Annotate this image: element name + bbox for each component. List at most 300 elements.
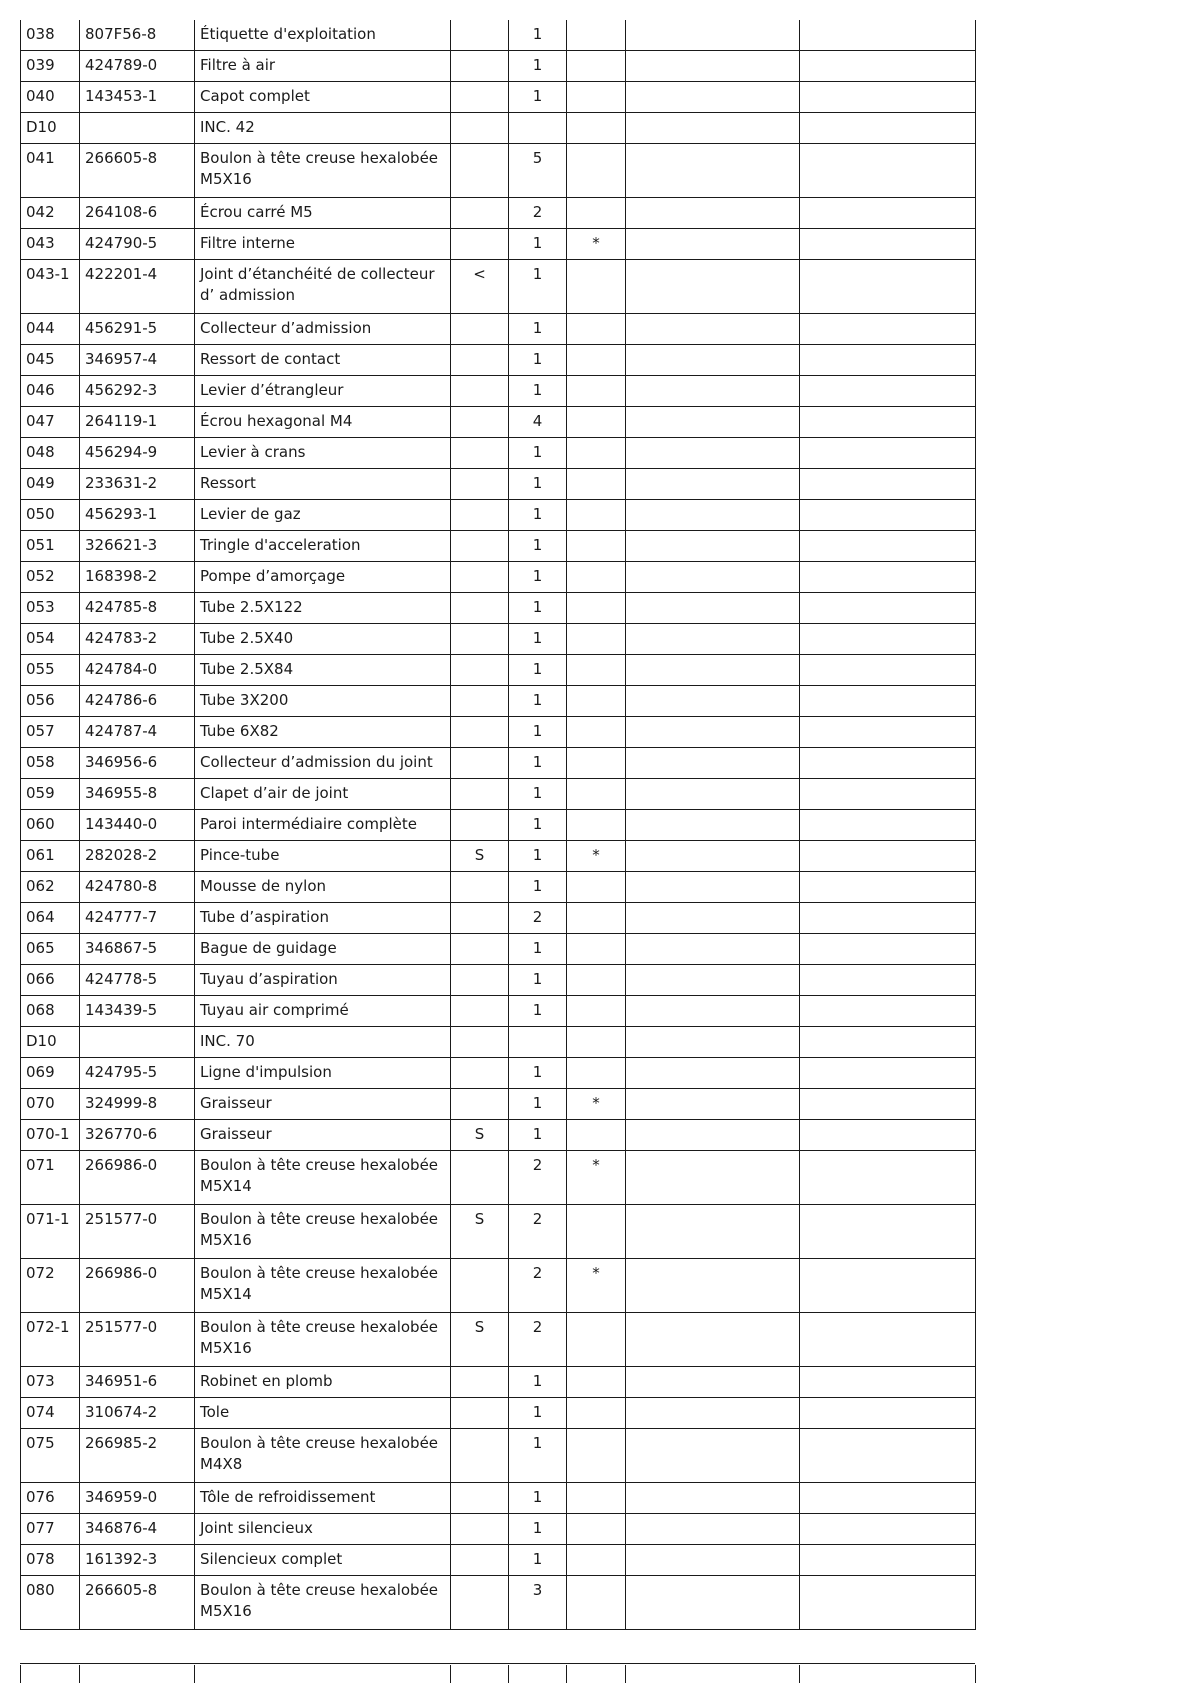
position-cell: 044 xyxy=(21,314,80,345)
description-cell: Tube d’aspiration xyxy=(195,903,451,934)
empty-cell xyxy=(626,144,800,198)
empty-cell xyxy=(626,779,800,810)
description-cell: Filtre à air xyxy=(195,51,451,82)
table-row xyxy=(21,376,976,407)
empty-cell xyxy=(800,345,976,376)
empty-cell xyxy=(626,748,800,779)
position-cell: 076 xyxy=(21,1483,80,1514)
part-number-cell xyxy=(80,113,195,144)
mark-cell xyxy=(567,1313,626,1367)
note-cell xyxy=(451,965,509,996)
quantity-cell: 1 xyxy=(509,965,567,996)
table-row xyxy=(21,345,976,376)
parts-table xyxy=(20,20,976,1630)
table-row xyxy=(21,1120,976,1151)
note-cell xyxy=(451,144,509,198)
position-cell: 065 xyxy=(21,934,80,965)
mark-cell xyxy=(567,438,626,469)
empty-cell xyxy=(626,624,800,655)
parts-table-body xyxy=(21,20,976,1630)
table-row xyxy=(21,500,976,531)
quantity-cell: 1 xyxy=(509,624,567,655)
note-cell xyxy=(451,810,509,841)
empty-cell xyxy=(626,1313,800,1367)
part-number-cell: 266986-0 xyxy=(80,1259,195,1313)
table-row xyxy=(21,996,976,1027)
quantity-cell: 1 xyxy=(509,1120,567,1151)
mark-cell xyxy=(567,376,626,407)
position-cell: 073 xyxy=(21,1367,80,1398)
table-row xyxy=(21,1429,976,1483)
part-number-cell: 266986-0 xyxy=(80,1151,195,1205)
position-cell: 069 xyxy=(21,1058,80,1089)
mark-cell xyxy=(567,407,626,438)
quantity-cell: 1 xyxy=(509,531,567,562)
quantity-cell: 1 xyxy=(509,469,567,500)
table-row xyxy=(21,1545,976,1576)
table-row xyxy=(21,1151,976,1205)
description-cell: Bague de guidage xyxy=(195,934,451,965)
mark-cell xyxy=(567,1429,626,1483)
part-number-cell: 264108-6 xyxy=(80,198,195,229)
empty-cell xyxy=(800,624,976,655)
empty-cell xyxy=(800,1089,976,1120)
note-cell xyxy=(451,655,509,686)
note-cell xyxy=(451,1151,509,1205)
description-cell: Joint d’étanchéité de collecteur d’ admission xyxy=(195,260,451,314)
quantity-cell: 1 xyxy=(509,345,567,376)
quantity-cell: 1 xyxy=(509,779,567,810)
position-cell: 071 xyxy=(21,1151,80,1205)
empty-cell xyxy=(800,1514,976,1545)
empty-cell xyxy=(626,1120,800,1151)
table-row xyxy=(21,1398,976,1429)
empty-cell xyxy=(626,934,800,965)
table-row xyxy=(21,51,976,82)
table-row xyxy=(21,1058,976,1089)
part-number-cell: 346955-8 xyxy=(80,779,195,810)
note-cell xyxy=(451,686,509,717)
mark-cell xyxy=(567,717,626,748)
table-row xyxy=(21,717,976,748)
table-row xyxy=(21,903,976,934)
position-cell: D10 xyxy=(21,1027,80,1058)
note-cell xyxy=(451,872,509,903)
empty-cell xyxy=(800,1027,976,1058)
table-row xyxy=(21,229,976,260)
description-cell: Ressort xyxy=(195,469,451,500)
note-cell xyxy=(451,1089,509,1120)
mark-cell xyxy=(567,1483,626,1514)
quantity-cell: 2 xyxy=(509,903,567,934)
description-cell: Collecteur d’admission xyxy=(195,314,451,345)
quantity-cell: 1 xyxy=(509,260,567,314)
position-cell: 070-1 xyxy=(21,1120,80,1151)
mark-cell xyxy=(567,593,626,624)
part-number-cell: 266985-2 xyxy=(80,1429,195,1483)
part-number-cell: 424777-7 xyxy=(80,903,195,934)
table-row xyxy=(21,1367,976,1398)
mark-cell xyxy=(567,82,626,113)
description-cell: Pompe d’amorçage xyxy=(195,562,451,593)
quantity-cell: 1 xyxy=(509,82,567,113)
note-cell xyxy=(451,748,509,779)
mark-cell: * xyxy=(567,1259,626,1313)
note-cell xyxy=(451,51,509,82)
note-cell xyxy=(451,1576,509,1630)
mark-cell xyxy=(567,655,626,686)
empty-cell xyxy=(626,1058,800,1089)
empty-cell xyxy=(626,717,800,748)
empty-cell xyxy=(626,1545,800,1576)
position-cell: 061 xyxy=(21,841,80,872)
position-cell: 054 xyxy=(21,624,80,655)
note-cell xyxy=(451,438,509,469)
quantity-cell: 1 xyxy=(509,655,567,686)
description-cell: Mousse de nylon xyxy=(195,872,451,903)
note-cell xyxy=(451,314,509,345)
table-row xyxy=(21,1205,976,1259)
note-cell xyxy=(451,469,509,500)
note-cell xyxy=(451,1027,509,1058)
empty-cell xyxy=(626,314,800,345)
table-row xyxy=(21,748,976,779)
description-cell: Tôle de refroidissement xyxy=(195,1483,451,1514)
empty-cell xyxy=(626,438,800,469)
empty-cell xyxy=(626,20,800,51)
table-continuation-rule xyxy=(508,1665,509,1683)
mark-cell xyxy=(567,934,626,965)
note-cell xyxy=(451,934,509,965)
table-row xyxy=(21,144,976,198)
mark-cell xyxy=(567,500,626,531)
mark-cell xyxy=(567,469,626,500)
empty-cell xyxy=(800,1367,976,1398)
part-number-cell: 143440-0 xyxy=(80,810,195,841)
quantity-cell: 1 xyxy=(509,376,567,407)
quantity-cell: 1 xyxy=(509,841,567,872)
description-cell: Collecteur d’admission du joint xyxy=(195,748,451,779)
table-row xyxy=(21,314,976,345)
description-cell: Capot complet xyxy=(195,82,451,113)
mark-cell xyxy=(567,748,626,779)
note-cell xyxy=(451,1545,509,1576)
mark-cell: * xyxy=(567,841,626,872)
empty-cell xyxy=(800,1151,976,1205)
part-number-cell: 233631-2 xyxy=(80,469,195,500)
part-number-cell: 264119-1 xyxy=(80,407,195,438)
empty-cell xyxy=(800,841,976,872)
mark-cell xyxy=(567,260,626,314)
quantity-cell xyxy=(509,113,567,144)
part-number-cell: 456292-3 xyxy=(80,376,195,407)
empty-cell xyxy=(626,1398,800,1429)
quantity-cell: 1 xyxy=(509,872,567,903)
empty-cell xyxy=(626,407,800,438)
mark-cell xyxy=(567,996,626,1027)
description-cell: Pince-tube xyxy=(195,841,451,872)
note-cell xyxy=(451,500,509,531)
note-cell xyxy=(451,996,509,1027)
table-continuation-rule xyxy=(79,1665,80,1683)
position-cell: 058 xyxy=(21,748,80,779)
position-cell: 043-1 xyxy=(21,260,80,314)
note-cell xyxy=(451,345,509,376)
position-cell: 075 xyxy=(21,1429,80,1483)
empty-cell xyxy=(800,748,976,779)
quantity-cell: 1 xyxy=(509,1089,567,1120)
quantity-cell: 2 xyxy=(509,1259,567,1313)
quantity-cell: 2 xyxy=(509,1205,567,1259)
part-number-cell: 456293-1 xyxy=(80,500,195,531)
quantity-cell: 1 xyxy=(509,996,567,1027)
empty-cell xyxy=(800,1259,976,1313)
note-cell xyxy=(451,407,509,438)
empty-cell xyxy=(800,376,976,407)
empty-cell xyxy=(626,1483,800,1514)
quantity-cell: 2 xyxy=(509,198,567,229)
note-cell xyxy=(451,113,509,144)
part-number-cell: 266605-8 xyxy=(80,1576,195,1630)
description-cell: Écrou carré M5 xyxy=(195,198,451,229)
position-cell: 064 xyxy=(21,903,80,934)
quantity-cell: 2 xyxy=(509,1151,567,1205)
note-cell xyxy=(451,229,509,260)
description-cell: Levier d’étrangleur xyxy=(195,376,451,407)
position-cell: 070 xyxy=(21,1089,80,1120)
part-number-cell: 161392-3 xyxy=(80,1545,195,1576)
empty-cell xyxy=(626,810,800,841)
mark-cell xyxy=(567,686,626,717)
quantity-cell: 1 xyxy=(509,686,567,717)
description-cell: Graisseur xyxy=(195,1120,451,1151)
description-cell: Silencieux complet xyxy=(195,1545,451,1576)
description-cell: Boulon à tête creuse hexalobée M5X16 xyxy=(195,1576,451,1630)
empty-cell xyxy=(626,376,800,407)
position-cell: 053 xyxy=(21,593,80,624)
empty-cell xyxy=(626,1259,800,1313)
part-number-cell: 424786-6 xyxy=(80,686,195,717)
note-cell xyxy=(451,562,509,593)
position-cell: 062 xyxy=(21,872,80,903)
empty-cell xyxy=(626,686,800,717)
quantity-cell: 1 xyxy=(509,438,567,469)
description-cell: Tube 2.5X40 xyxy=(195,624,451,655)
empty-cell xyxy=(626,965,800,996)
description-cell: Boulon à tête creuse hexalobée M4X8 xyxy=(195,1429,451,1483)
position-cell: 080 xyxy=(21,1576,80,1630)
position-cell: 045 xyxy=(21,345,80,376)
empty-cell xyxy=(800,934,976,965)
part-number-cell: 251577-0 xyxy=(80,1313,195,1367)
mark-cell xyxy=(567,51,626,82)
empty-cell xyxy=(626,562,800,593)
table-row xyxy=(21,655,976,686)
table-row xyxy=(21,1514,976,1545)
position-cell: 042 xyxy=(21,198,80,229)
quantity-cell: 2 xyxy=(509,1313,567,1367)
table-continuation-rule xyxy=(450,1665,451,1683)
table-row xyxy=(21,872,976,903)
position-cell: 041 xyxy=(21,144,80,198)
part-number-cell: 143439-5 xyxy=(80,996,195,1027)
quantity-cell: 1 xyxy=(509,934,567,965)
position-cell: 057 xyxy=(21,717,80,748)
position-cell: 056 xyxy=(21,686,80,717)
position-cell: 077 xyxy=(21,1514,80,1545)
mark-cell: * xyxy=(567,1151,626,1205)
mark-cell xyxy=(567,624,626,655)
quantity-cell: 4 xyxy=(509,407,567,438)
table-row xyxy=(21,469,976,500)
empty-cell xyxy=(626,500,800,531)
table-row xyxy=(21,531,976,562)
position-cell: 046 xyxy=(21,376,80,407)
part-number-cell: 807F56-8 xyxy=(80,20,195,51)
note-cell xyxy=(451,1367,509,1398)
description-cell: Graisseur xyxy=(195,1089,451,1120)
empty-cell xyxy=(800,407,976,438)
position-cell: 048 xyxy=(21,438,80,469)
empty-cell xyxy=(800,1120,976,1151)
empty-cell xyxy=(800,1483,976,1514)
mark-cell xyxy=(567,1398,626,1429)
empty-cell xyxy=(800,965,976,996)
quantity-cell: 1 xyxy=(509,1429,567,1483)
empty-cell xyxy=(800,686,976,717)
empty-cell xyxy=(800,1313,976,1367)
note-cell xyxy=(451,376,509,407)
description-cell: Levier de gaz xyxy=(195,500,451,531)
table-row xyxy=(21,82,976,113)
note-cell xyxy=(451,624,509,655)
empty-cell xyxy=(626,1027,800,1058)
position-cell: 052 xyxy=(21,562,80,593)
mark-cell xyxy=(567,810,626,841)
mark-cell xyxy=(567,1120,626,1151)
note-cell xyxy=(451,531,509,562)
table-row xyxy=(21,686,976,717)
part-number-cell: 422201-4 xyxy=(80,260,195,314)
mark-cell xyxy=(567,562,626,593)
table-row xyxy=(21,810,976,841)
description-cell: Boulon à tête creuse hexalobée M5X16 xyxy=(195,144,451,198)
empty-cell xyxy=(626,1151,800,1205)
description-cell: Tuyau d’aspiration xyxy=(195,965,451,996)
part-number-cell: 424785-8 xyxy=(80,593,195,624)
empty-cell xyxy=(800,593,976,624)
table-row xyxy=(21,407,976,438)
empty-cell xyxy=(800,872,976,903)
position-cell: 068 xyxy=(21,996,80,1027)
table-row xyxy=(21,1313,976,1367)
empty-cell xyxy=(800,717,976,748)
quantity-cell: 1 xyxy=(509,51,567,82)
mark-cell xyxy=(567,1545,626,1576)
description-cell: Tube 2.5X84 xyxy=(195,655,451,686)
empty-cell xyxy=(800,903,976,934)
part-number-cell xyxy=(80,1027,195,1058)
empty-cell xyxy=(626,469,800,500)
table-continuation-rule xyxy=(194,1665,195,1683)
quantity-cell: 1 xyxy=(509,1483,567,1514)
mark-cell xyxy=(567,314,626,345)
quantity-cell: 5 xyxy=(509,144,567,198)
position-cell: 043 xyxy=(21,229,80,260)
description-cell: Clapet d’air de joint xyxy=(195,779,451,810)
position-cell: 074 xyxy=(21,1398,80,1429)
mark-cell xyxy=(567,1027,626,1058)
mark-cell xyxy=(567,1514,626,1545)
empty-cell xyxy=(626,82,800,113)
empty-cell xyxy=(800,1429,976,1483)
empty-cell xyxy=(626,260,800,314)
position-cell: 072 xyxy=(21,1259,80,1313)
note-cell xyxy=(451,1514,509,1545)
part-number-cell: 168398-2 xyxy=(80,562,195,593)
quantity-cell: 1 xyxy=(509,314,567,345)
part-number-cell: 143453-1 xyxy=(80,82,195,113)
quantity-cell: 1 xyxy=(509,593,567,624)
mark-cell: * xyxy=(567,229,626,260)
table-continuation-rule xyxy=(975,1665,976,1683)
table-row xyxy=(21,562,976,593)
description-cell: Joint silencieux xyxy=(195,1514,451,1545)
quantity-cell: 1 xyxy=(509,20,567,51)
mark-cell xyxy=(567,1205,626,1259)
empty-cell xyxy=(800,531,976,562)
empty-cell xyxy=(626,345,800,376)
note-cell xyxy=(451,1429,509,1483)
empty-cell xyxy=(800,500,976,531)
description-cell: Tringle d'acceleration xyxy=(195,531,451,562)
description-cell: INC. 42 xyxy=(195,113,451,144)
description-cell: Tube 2.5X122 xyxy=(195,593,451,624)
mark-cell xyxy=(567,1058,626,1089)
note-cell xyxy=(451,1259,509,1313)
part-number-cell: 346959-0 xyxy=(80,1483,195,1514)
part-number-cell: 424787-4 xyxy=(80,717,195,748)
note-cell xyxy=(451,1058,509,1089)
position-cell: 049 xyxy=(21,469,80,500)
table-row xyxy=(21,779,976,810)
note-cell xyxy=(451,1483,509,1514)
mark-cell xyxy=(567,113,626,144)
mark-cell xyxy=(567,779,626,810)
mark-cell xyxy=(567,198,626,229)
empty-cell xyxy=(800,1205,976,1259)
empty-cell xyxy=(626,872,800,903)
empty-cell xyxy=(800,996,976,1027)
description-cell: Étiquette d'exploitation xyxy=(195,20,451,51)
position-cell: 078 xyxy=(21,1545,80,1576)
table-continuation-rule xyxy=(799,1665,800,1683)
note-cell: S xyxy=(451,1205,509,1259)
part-number-cell: 266605-8 xyxy=(80,144,195,198)
empty-cell xyxy=(800,314,976,345)
part-number-cell: 424778-5 xyxy=(80,965,195,996)
mark-cell xyxy=(567,1367,626,1398)
table-continuation-line xyxy=(20,1663,975,1664)
part-number-cell: 346876-4 xyxy=(80,1514,195,1545)
description-cell: Paroi intermédiaire complète xyxy=(195,810,451,841)
note-cell xyxy=(451,20,509,51)
description-cell: Boulon à tête creuse hexalobée M5X16 xyxy=(195,1313,451,1367)
table-row xyxy=(21,1089,976,1120)
part-number-cell: 346957-4 xyxy=(80,345,195,376)
part-number-cell: 282028-2 xyxy=(80,841,195,872)
table-row xyxy=(21,198,976,229)
